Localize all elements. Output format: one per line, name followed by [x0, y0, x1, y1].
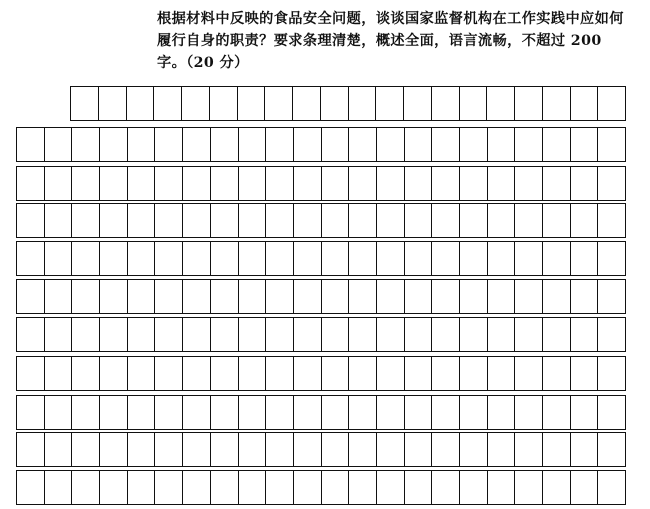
grid-cell[interactable]: [211, 280, 239, 313]
grid-cell[interactable]: [460, 396, 488, 429]
grid-cell[interactable]: [72, 357, 100, 390]
grid-cell[interactable]: [349, 204, 377, 237]
grid-cell[interactable]: [72, 433, 100, 466]
grid-cell[interactable]: [515, 357, 543, 390]
grid-cell[interactable]: [155, 433, 183, 466]
grid-cell[interactable]: [598, 242, 625, 275]
grid-cell[interactable]: [45, 357, 73, 390]
grid-cell[interactable]: [127, 87, 155, 120]
grid-cell[interactable]: [17, 318, 45, 351]
grid-cell[interactable]: [183, 471, 211, 504]
grid-cell[interactable]: [515, 204, 543, 237]
grid-cell[interactable]: [349, 167, 377, 200]
grid-row: [16, 166, 626, 201]
grid-cell[interactable]: [266, 167, 294, 200]
grid-cell[interactable]: [182, 87, 210, 120]
grid-cell[interactable]: [266, 471, 294, 504]
grid-cell[interactable]: [543, 167, 571, 200]
grid-row: [16, 432, 626, 467]
grid-cell[interactable]: [72, 128, 100, 161]
grid-cell[interactable]: [543, 280, 571, 313]
grid-cell[interactable]: [294, 128, 322, 161]
grid-cell[interactable]: [543, 433, 571, 466]
grid-cell[interactable]: [211, 471, 239, 504]
grid-cell[interactable]: [17, 242, 45, 275]
grid-cell[interactable]: [515, 87, 543, 120]
grid-cell[interactable]: [487, 87, 515, 120]
grid-cell[interactable]: [598, 357, 625, 390]
grid-cell[interactable]: [17, 280, 45, 313]
grid-cell[interactable]: [598, 318, 625, 351]
grid-cell[interactable]: [72, 280, 100, 313]
question-prompt: 根据材料中反映的食品安全问题，谈谈国家监督机构在工作实践中应如何履行自身的职责？要求条理清楚，概述全面，语言流畅，不超过 200 字。（20 分）: [157, 11, 624, 71]
grid-cell[interactable]: [100, 280, 128, 313]
grid-cell[interactable]: [322, 204, 350, 237]
grid-cell[interactable]: [265, 87, 293, 120]
grid-cell[interactable]: [17, 396, 45, 429]
grid-cell[interactable]: [211, 204, 239, 237]
grid-cell[interactable]: [432, 128, 460, 161]
grid-cell[interactable]: [100, 318, 128, 351]
grid-cell[interactable]: [432, 433, 460, 466]
grid-cell[interactable]: [128, 167, 156, 200]
grid-cell[interactable]: [100, 433, 128, 466]
grid-cell[interactable]: [405, 357, 433, 390]
grid-cell[interactable]: [322, 471, 350, 504]
grid-cell[interactable]: [377, 433, 405, 466]
grid-cell[interactable]: [239, 433, 267, 466]
grid-cell[interactable]: [293, 87, 321, 120]
grid-cell[interactable]: [460, 471, 488, 504]
grid-cell[interactable]: [100, 128, 128, 161]
grid-cell[interactable]: [598, 87, 625, 120]
grid-cell[interactable]: [377, 280, 405, 313]
grid-row: [70, 86, 626, 121]
grid-cell[interactable]: [349, 433, 377, 466]
grid-cell[interactable]: [460, 433, 488, 466]
grid-cell[interactable]: [45, 396, 73, 429]
grid-cell[interactable]: [543, 87, 571, 120]
grid-cell[interactable]: [72, 318, 100, 351]
grid-cell[interactable]: [128, 318, 156, 351]
grid-cell[interactable]: [543, 204, 571, 237]
grid-row: [16, 203, 626, 238]
grid-cell[interactable]: [211, 433, 239, 466]
grid-cell[interactable]: [460, 280, 488, 313]
grid-cell[interactable]: [239, 318, 267, 351]
grid-cell[interactable]: [99, 87, 127, 120]
grid-cell[interactable]: [322, 357, 350, 390]
grid-row: [16, 241, 626, 276]
grid-cell[interactable]: [100, 396, 128, 429]
grid-cell[interactable]: [100, 242, 128, 275]
grid-cell[interactable]: [100, 471, 128, 504]
grid-cell[interactable]: [460, 318, 488, 351]
grid-cell[interactable]: [211, 396, 239, 429]
grid-cell[interactable]: [571, 433, 599, 466]
grid-cell[interactable]: [460, 204, 488, 237]
grid-cell[interactable]: [349, 318, 377, 351]
grid-cell[interactable]: [155, 471, 183, 504]
grid-cell[interactable]: [154, 87, 182, 120]
grid-cell[interactable]: [100, 204, 128, 237]
grid-cell[interactable]: [183, 357, 211, 390]
grid-cell[interactable]: [377, 471, 405, 504]
grid-cell[interactable]: [17, 471, 45, 504]
grid-cell[interactable]: [571, 471, 599, 504]
grid-cell[interactable]: [266, 280, 294, 313]
grid-cell[interactable]: [543, 242, 571, 275]
grid-cell[interactable]: [155, 318, 183, 351]
grid-cell[interactable]: [405, 242, 433, 275]
grid-cell[interactable]: [321, 87, 349, 120]
grid-cell[interactable]: [100, 167, 128, 200]
grid-cell[interactable]: [515, 396, 543, 429]
grid-cell[interactable]: [17, 128, 45, 161]
grid-cell[interactable]: [183, 204, 211, 237]
grid-cell[interactable]: [405, 167, 433, 200]
grid-cell[interactable]: [155, 396, 183, 429]
grid-cell[interactable]: [543, 357, 571, 390]
grid-row: [16, 395, 626, 430]
grid-cell[interactable]: [72, 242, 100, 275]
grid-cell[interactable]: [155, 128, 183, 161]
grid-cell[interactable]: [266, 318, 294, 351]
grid-cell[interactable]: [45, 318, 73, 351]
grid-cell[interactable]: [432, 280, 460, 313]
grid-cell[interactable]: [128, 280, 156, 313]
grid-cell[interactable]: [488, 396, 516, 429]
grid-cell[interactable]: [211, 318, 239, 351]
grid-cell[interactable]: [71, 87, 99, 120]
grid-cell[interactable]: [349, 128, 377, 161]
grid-cell[interactable]: [377, 204, 405, 237]
grid-cell[interactable]: [515, 433, 543, 466]
grid-row: [16, 317, 626, 352]
grid-cell[interactable]: [598, 433, 625, 466]
grid-cell[interactable]: [239, 471, 267, 504]
grid-cell[interactable]: [377, 318, 405, 351]
grid-cell[interactable]: [432, 167, 460, 200]
grid-row: [16, 279, 626, 314]
grid-cell[interactable]: [183, 396, 211, 429]
grid-cell[interactable]: [405, 318, 433, 351]
grid-cell[interactable]: [571, 128, 599, 161]
grid-cell[interactable]: [515, 167, 543, 200]
grid-cell[interactable]: [210, 87, 238, 120]
grid-cell[interactable]: [405, 280, 433, 313]
grid-cell[interactable]: [349, 357, 377, 390]
grid-cell[interactable]: [432, 204, 460, 237]
grid-cell[interactable]: [211, 167, 239, 200]
grid-cell[interactable]: [571, 396, 599, 429]
grid-cell[interactable]: [100, 357, 128, 390]
grid-cell[interactable]: [322, 396, 350, 429]
grid-cell[interactable]: [238, 87, 266, 120]
grid-cell[interactable]: [571, 167, 599, 200]
grid-cell[interactable]: [239, 204, 267, 237]
grid-row: [16, 470, 626, 505]
grid-cell[interactable]: [211, 242, 239, 275]
grid-cell[interactable]: [405, 471, 433, 504]
grid-cell[interactable]: [598, 280, 625, 313]
grid-cell[interactable]: [488, 128, 516, 161]
grid-cell[interactable]: [239, 242, 267, 275]
grid-cell[interactable]: [432, 396, 460, 429]
grid-cell[interactable]: [155, 357, 183, 390]
grid-cell[interactable]: [183, 433, 211, 466]
grid-cell[interactable]: [183, 280, 211, 313]
grid-cell[interactable]: [571, 280, 599, 313]
grid-cell[interactable]: [17, 357, 45, 390]
grid-cell[interactable]: [598, 396, 625, 429]
grid-cell[interactable]: [432, 357, 460, 390]
grid-cell[interactable]: [45, 471, 73, 504]
grid-cell[interactable]: [377, 357, 405, 390]
grid-cell[interactable]: [571, 242, 599, 275]
grid-row: [16, 127, 626, 162]
grid-cell[interactable]: [17, 204, 45, 237]
grid-cell[interactable]: [460, 167, 488, 200]
grid-row: [16, 356, 626, 391]
grid-cell[interactable]: [460, 87, 488, 120]
grid-cell[interactable]: [432, 471, 460, 504]
grid-cell[interactable]: [155, 280, 183, 313]
grid-cell[interactable]: [349, 396, 377, 429]
grid-cell[interactable]: [322, 318, 350, 351]
grid-cell[interactable]: [432, 318, 460, 351]
grid-cell[interactable]: [294, 433, 322, 466]
grid-cell[interactable]: [488, 167, 516, 200]
grid-cell[interactable]: [211, 128, 239, 161]
grid-cell[interactable]: [266, 128, 294, 161]
grid-cell[interactable]: [488, 471, 516, 504]
grid-cell[interactable]: [72, 204, 100, 237]
grid-cell[interactable]: [598, 204, 625, 237]
grid-cell[interactable]: [405, 128, 433, 161]
grid-cell[interactable]: [543, 396, 571, 429]
grid-cell[interactable]: [183, 242, 211, 275]
grid-cell[interactable]: [239, 167, 267, 200]
grid-cell[interactable]: [239, 396, 267, 429]
grid-cell[interactable]: [45, 242, 73, 275]
grid-cell[interactable]: [128, 204, 156, 237]
grid-cell[interactable]: [239, 128, 267, 161]
grid-cell[interactable]: [128, 357, 156, 390]
grid-cell[interactable]: [598, 471, 625, 504]
grid-cell[interactable]: [294, 280, 322, 313]
grid-cell[interactable]: [266, 357, 294, 390]
grid-cell[interactable]: [266, 242, 294, 275]
grid-cell[interactable]: [571, 357, 599, 390]
grid-cell[interactable]: [488, 357, 516, 390]
grid-cell[interactable]: [294, 167, 322, 200]
grid-cell[interactable]: [598, 167, 625, 200]
grid-cell[interactable]: [488, 204, 516, 237]
grid-cell[interactable]: [598, 128, 625, 161]
grid-cell[interactable]: [432, 242, 460, 275]
grid-cell[interactable]: [322, 167, 350, 200]
grid-cell[interactable]: [377, 128, 405, 161]
grid-cell[interactable]: [543, 318, 571, 351]
grid-cell[interactable]: [128, 242, 156, 275]
grid-cell[interactable]: [515, 128, 543, 161]
grid-cell[interactable]: [266, 396, 294, 429]
grid-cell[interactable]: [349, 280, 377, 313]
grid-cell[interactable]: [571, 318, 599, 351]
grid-cell[interactable]: [515, 471, 543, 504]
grid-cell[interactable]: [488, 318, 516, 351]
grid-cell[interactable]: [155, 204, 183, 237]
grid-cell[interactable]: [183, 167, 211, 200]
grid-cell[interactable]: [45, 433, 73, 466]
grid-cell[interactable]: [45, 280, 73, 313]
grid-cell[interactable]: [405, 396, 433, 429]
grid-cell[interactable]: [349, 242, 377, 275]
grid-cell[interactable]: [45, 128, 73, 161]
grid-cell[interactable]: [377, 167, 405, 200]
grid-cell[interactable]: [17, 433, 45, 466]
grid-cell[interactable]: [405, 204, 433, 237]
grid-cell[interactable]: [460, 128, 488, 161]
grid-cell[interactable]: [515, 318, 543, 351]
grid-cell[interactable]: [17, 167, 45, 200]
grid-cell[interactable]: [294, 204, 322, 237]
grid-cell[interactable]: [377, 396, 405, 429]
grid-cell[interactable]: [183, 128, 211, 161]
grid-cell[interactable]: [294, 471, 322, 504]
grid-cell[interactable]: [432, 87, 460, 120]
grid-cell[interactable]: [294, 396, 322, 429]
grid-cell[interactable]: [266, 433, 294, 466]
grid-cell[interactable]: [405, 433, 433, 466]
grid-cell[interactable]: [266, 204, 294, 237]
grid-cell[interactable]: [543, 128, 571, 161]
grid-cell[interactable]: [128, 433, 156, 466]
grid-cell[interactable]: [294, 242, 322, 275]
grid-cell[interactable]: [72, 167, 100, 200]
grid-cell[interactable]: [349, 87, 377, 120]
grid-cell[interactable]: [460, 242, 488, 275]
grid-cell[interactable]: [322, 242, 350, 275]
grid-cell[interactable]: [211, 357, 239, 390]
grid-cell[interactable]: [571, 87, 599, 120]
grid-cell[interactable]: [239, 357, 267, 390]
grid-cell[interactable]: [543, 471, 571, 504]
grid-cell[interactable]: [460, 357, 488, 390]
grid-cell[interactable]: [488, 242, 516, 275]
grid-cell[interactable]: [376, 87, 404, 120]
grid-cell[interactable]: [515, 280, 543, 313]
grid-cell[interactable]: [128, 128, 156, 161]
grid-cell[interactable]: [322, 128, 350, 161]
grid-cell[interactable]: [571, 204, 599, 237]
grid-cell[interactable]: [294, 318, 322, 351]
grid-cell[interactable]: [72, 471, 100, 504]
grid-cell[interactable]: [488, 280, 516, 313]
grid-cell[interactable]: [377, 242, 405, 275]
grid-cell[interactable]: [239, 280, 267, 313]
grid-cell[interactable]: [515, 242, 543, 275]
grid-cell[interactable]: [488, 433, 516, 466]
grid-cell[interactable]: [294, 357, 322, 390]
grid-cell[interactable]: [322, 433, 350, 466]
grid-cell[interactable]: [128, 396, 156, 429]
grid-cell[interactable]: [45, 204, 73, 237]
grid-cell[interactable]: [45, 167, 73, 200]
grid-cell[interactable]: [155, 167, 183, 200]
grid-cell[interactable]: [322, 280, 350, 313]
grid-cell[interactable]: [72, 396, 100, 429]
grid-cell[interactable]: [155, 242, 183, 275]
grid-cell[interactable]: [349, 471, 377, 504]
grid-cell[interactable]: [404, 87, 432, 120]
grid-cell[interactable]: [183, 318, 211, 351]
grid-cell[interactable]: [128, 471, 156, 504]
